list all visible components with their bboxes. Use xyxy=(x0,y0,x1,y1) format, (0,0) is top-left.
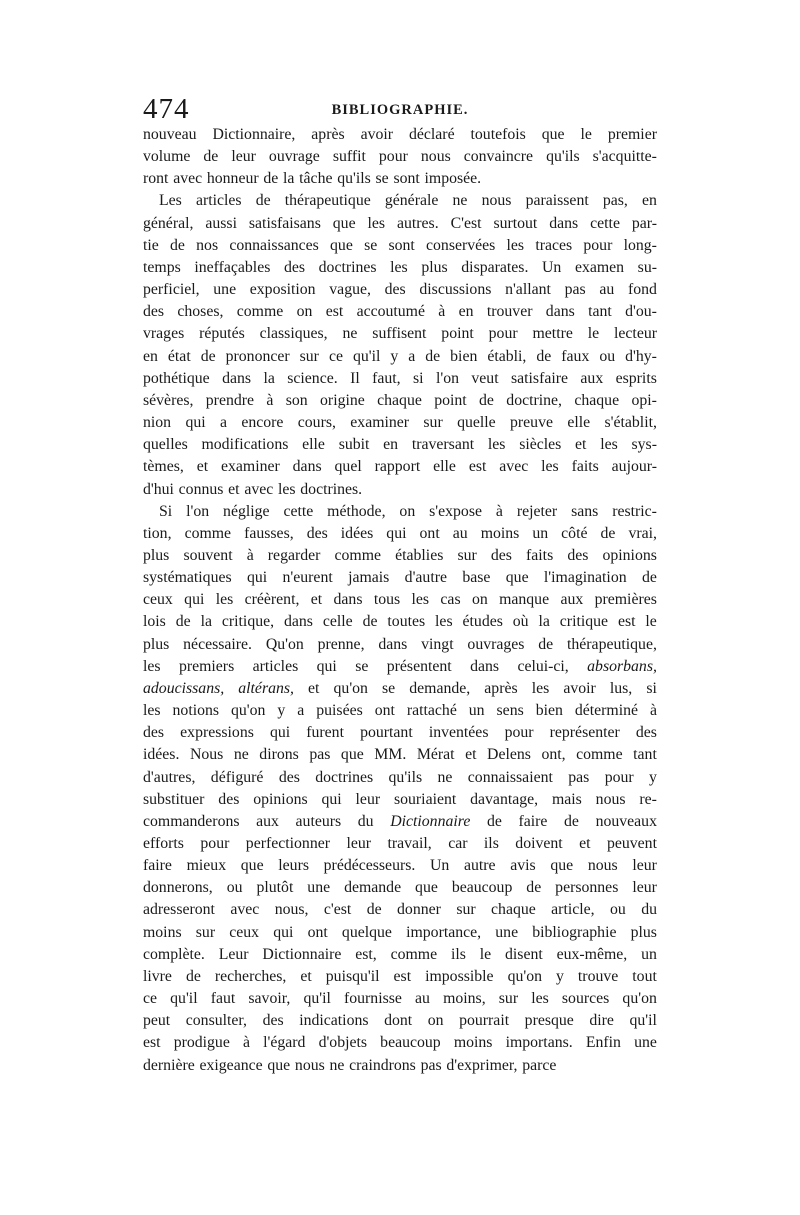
text-line: les notions qu'on y a puisées ont rattaché un sens bien déterminé à xyxy=(143,702,657,720)
page-header xyxy=(143,92,657,126)
text-line: peut consulter, des indications dont on pourrait presque dire qu'il xyxy=(143,1012,657,1030)
text-line: ront avec honneur de la tâche qu'ils se sont imposée. xyxy=(143,170,482,188)
text-line: livre de recherches, et puisqu'il est impossible qu'on y trouve tout xyxy=(143,967,657,985)
text-line: adoucissans, altérans, et qu'on se demande, après les avoir lus, si xyxy=(143,679,657,697)
text-line: des expressions qui furent pourtant inventées pour représenter des xyxy=(143,724,657,742)
page-number: 474 xyxy=(143,93,190,125)
text-line: les premiers articles qui se présentent dans celui-ci, absorbans, xyxy=(143,657,657,675)
text-line: faire mieux que leurs prédécesseurs. Un autre avis que nous leur xyxy=(143,857,657,875)
text-line: complète. Leur Dictionnaire est, comme ils le disent eux-même, un xyxy=(143,945,657,963)
running-title: BIBLIOGRAPHIE. xyxy=(331,102,469,118)
text-line: systématiques qui n'eurent jamais d'autre base que l'imagination de xyxy=(143,569,657,587)
text-line: perficiel, une exposition vague, des discussions n'allant pas au fond xyxy=(143,281,657,299)
text-line: d'autres, défiguré des doctrines qu'ils ne connaissaient pas pour y xyxy=(143,768,657,786)
text-line: donnerons, ou plutôt une demande que beaucoup de personnes leur xyxy=(143,879,657,897)
body-text xyxy=(143,124,657,1077)
text-line: moins sur ceux qui ont quelque importance, une bibliographie plus xyxy=(143,923,657,941)
text-line: idées. Nous ne dirons pas que MM. Mérat et Delens ont, comme tant xyxy=(143,746,657,764)
text-line: quelles modifications elle subit en traversant les siècles et les sys- xyxy=(143,436,657,454)
text-line: tie de nos connaissances que se sont conservées les traces pour long- xyxy=(143,236,657,254)
text-line: est prodigue à l'égard d'objets beaucoup moins importans. Enfin une xyxy=(143,1034,657,1052)
text-line: d'hui connus et avec les doctrines. xyxy=(143,480,363,498)
text-line: ce qu'il faut savoir, qu'il fournisse au moins, sur les sources qu'on xyxy=(143,990,657,1008)
text-line: tèmes, et examiner dans quel rapport elle est avec les faits aujour- xyxy=(143,458,657,476)
text-line: temps ineffaçables des doctrines les plus disparates. Un examen su- xyxy=(143,258,657,276)
text-line: pothétique dans la science. Il faut, si l'on veut satisfaire aux esprits xyxy=(143,369,657,387)
text-line: Si l'on néglige cette méthode, on s'expose à rejeter sans restric- xyxy=(159,502,657,520)
text-line: commanderons aux auteurs du Dictionnaire de faire de nouveaux xyxy=(143,812,657,830)
text-line: dernière exigeance que nous ne craindrons pas d'exprimer, parce xyxy=(143,1056,557,1074)
text-line: Les articles de thérapeutique générale ne nous paraissent pas, en xyxy=(159,192,657,210)
text-line: plus souvent à regarder comme établies sur des faits des opinions xyxy=(143,546,657,564)
text-line: vrages réputés classiques, ne suffisent point pour mettre le lecteur xyxy=(143,325,657,343)
text-line: lois de la critique, dans celle de toutes les études où la critique est le xyxy=(143,613,657,631)
text-line: tion, comme fausses, des idées qui ont au moins un côté de vrai, xyxy=(143,524,657,542)
text-line: adresseront avec nous, c'est de donner sur chaque article, ou du xyxy=(143,901,657,919)
text-line: ceux qui les créèrent, et dans tous les cas on manque aux premières xyxy=(143,591,657,609)
text-line: nion qui a encore cours, examiner sur quelle preuve elle s'établit, xyxy=(143,414,657,432)
text-line: en état de prononcer sur ce qu'il y a de bien établi, de faux ou d'hy- xyxy=(143,347,657,365)
text-line: efforts pour perfectionner leur travail, car ils doivent et peuvent xyxy=(143,835,657,852)
text-line: général, aussi satisfaisans que les autres. C'est surtout dans cette par- xyxy=(143,214,657,232)
text-line: nouveau Dictionnaire, après avoir déclaré toutefois que le premier xyxy=(143,126,657,143)
text-line: substituer des opinions qui leur souriaient davantage, mais nous re- xyxy=(143,790,657,808)
text-line: plus nécessaire. Qu'on prenne, dans vingt ouvrages de thérapeutique, xyxy=(143,635,657,653)
text-line: des choses, comme on est accoutumé à en trouver dans tant d'ou- xyxy=(143,303,657,321)
text-line: sévères, prendre à son origine chaque point de doctrine, chaque opi- xyxy=(143,391,657,409)
text-line: volume de leur ouvrage suffit pour nous convaincre qu'ils s'acquitte- xyxy=(143,148,657,166)
